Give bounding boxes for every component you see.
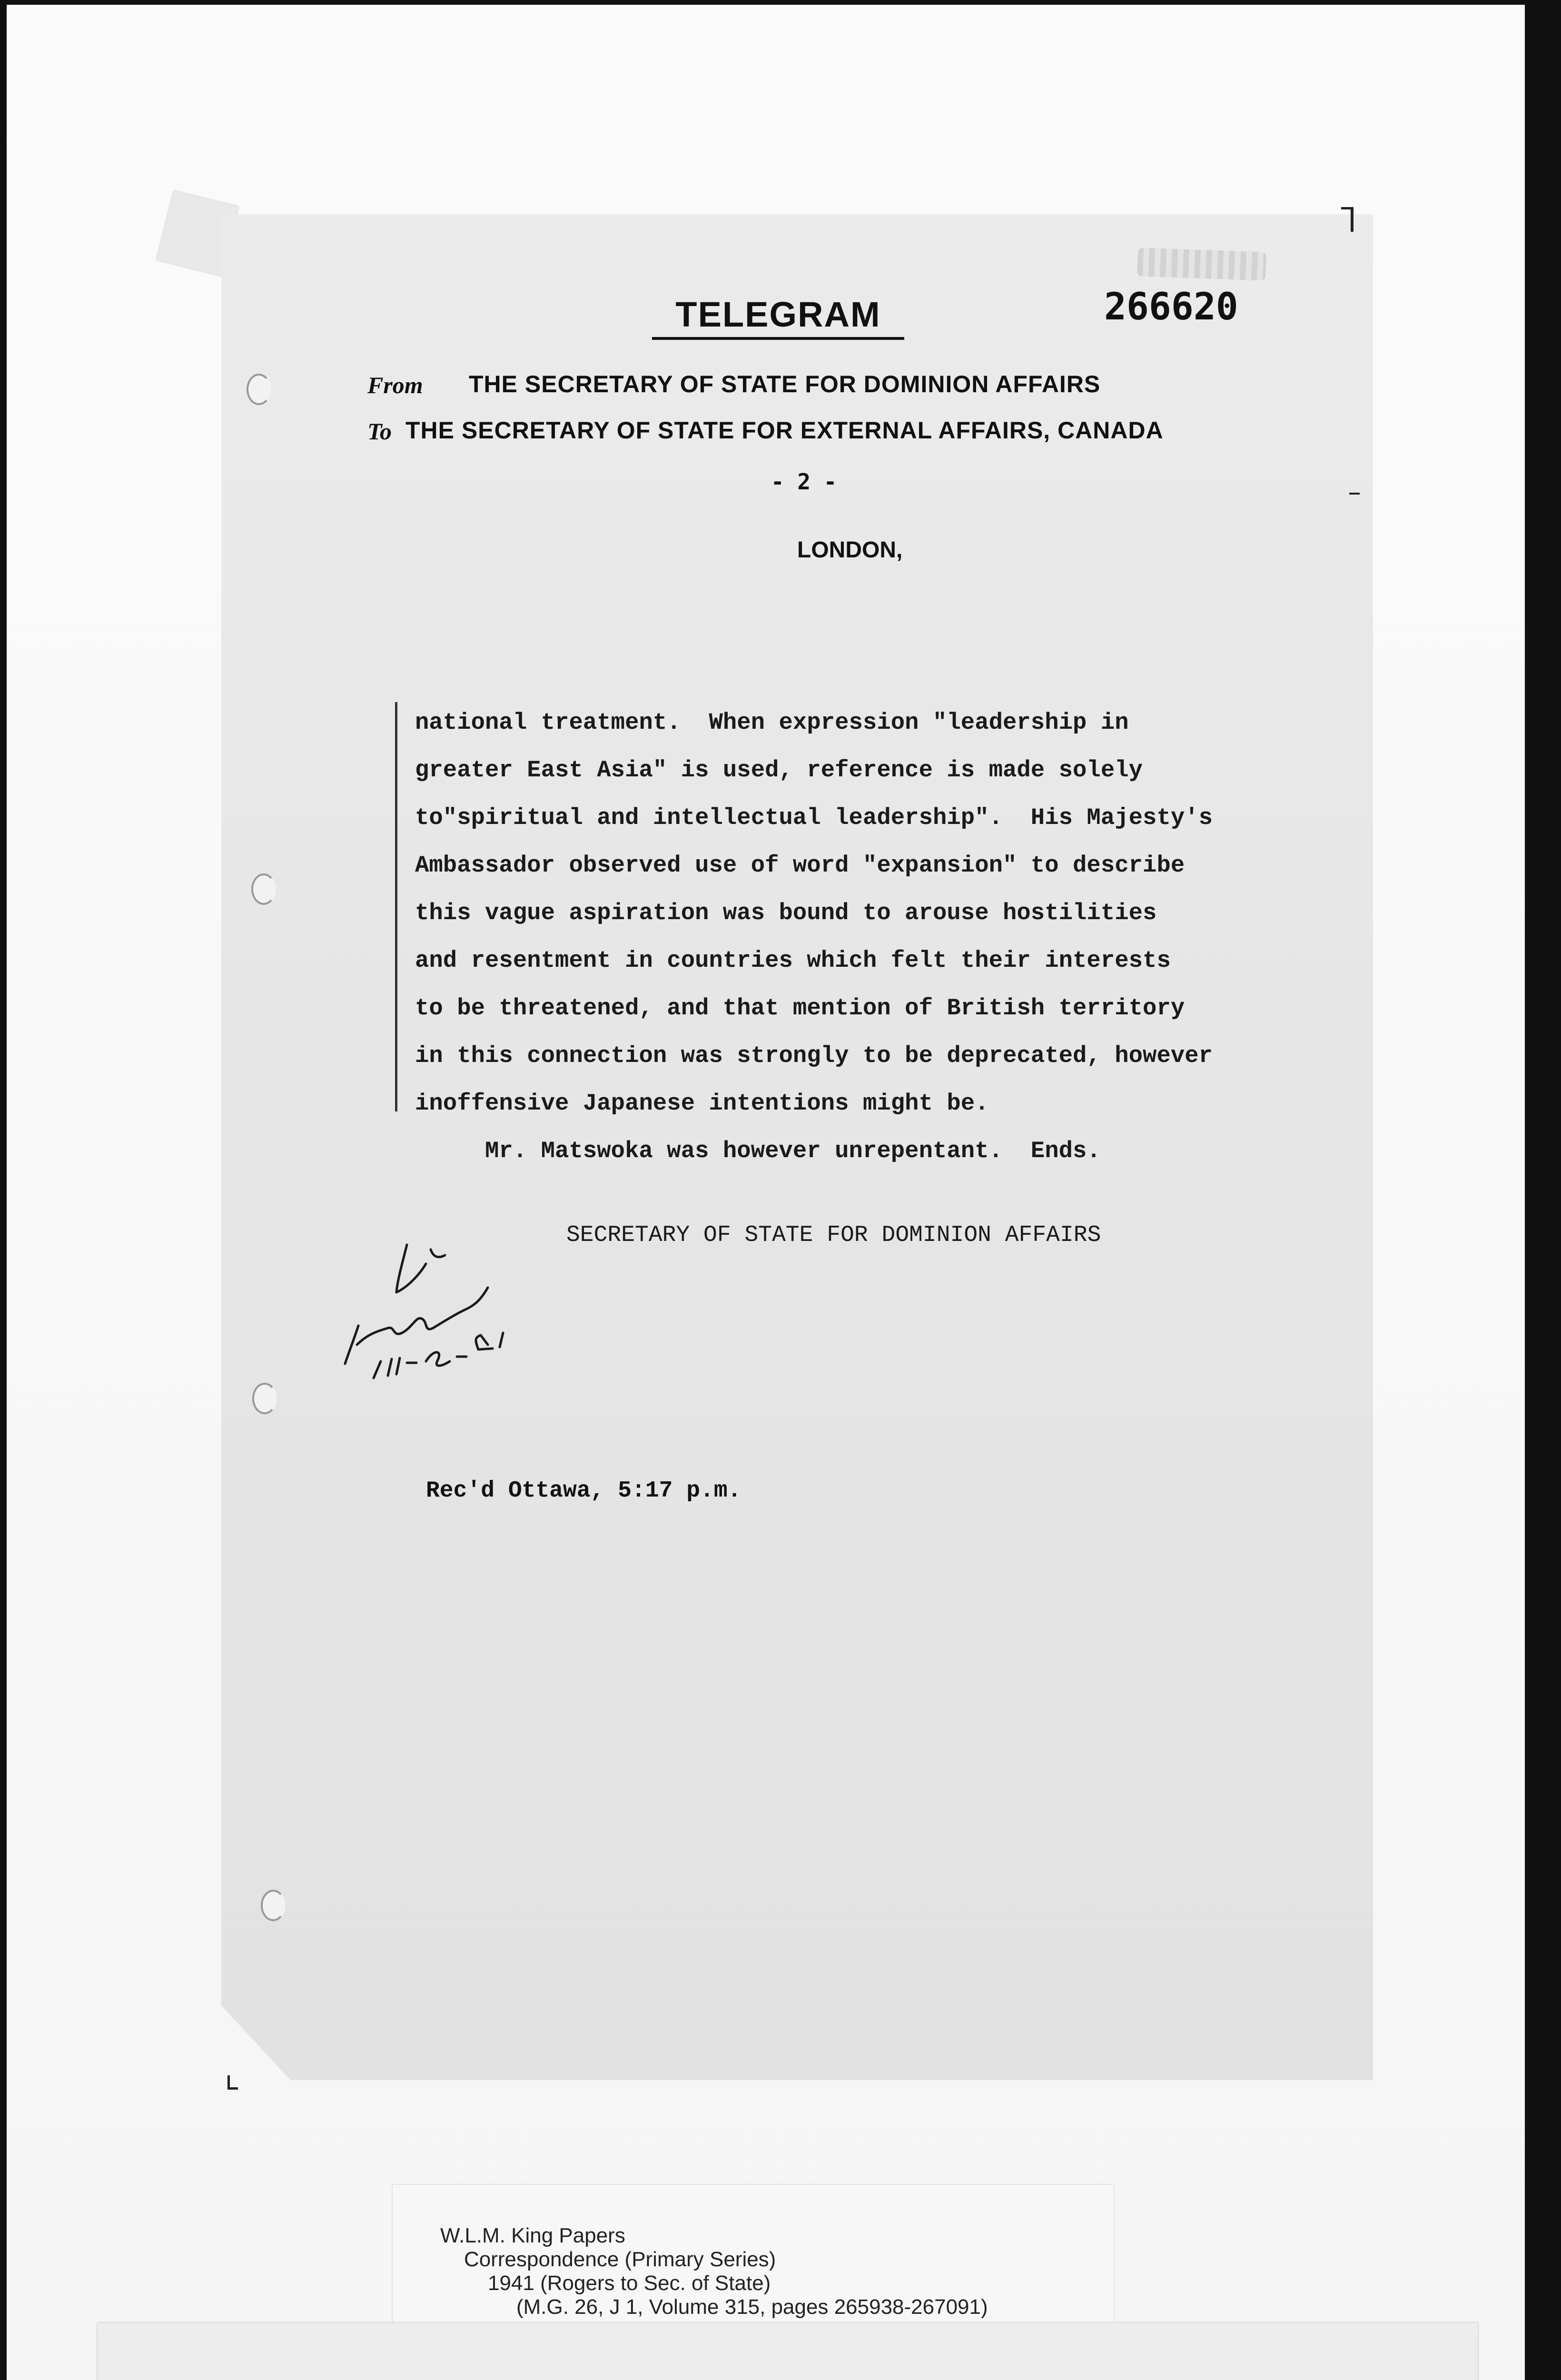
frame-top-border [0,0,1561,5]
reference-line: W.L.M. King Papers [440,2224,625,2247]
origin-city: LONDON, [797,537,903,563]
telegram-body [415,699,1213,1175]
signature-line: SECRETARY OF STATE FOR DOMINION AFFAIRS [566,1222,1101,1248]
body-line: to be threatened, and that mention of British territory [415,995,1185,1021]
edge-mark [1349,493,1360,495]
body-line: national treatment. When expression "leadership in [415,709,1129,736]
edge-mark [227,2087,238,2090]
telegram-title: TELEGRAM [675,295,881,334]
to-label: To [367,418,392,445]
edge-mark [1351,207,1354,232]
body-line: in this connection was strongly to be deprecated, however [415,1042,1213,1069]
frame-left-border [0,0,7,2380]
reference-line: Correspondence (Primary Series) [464,2248,776,2271]
document-number: 266620 [1104,286,1238,328]
body-line: Ambassador observed use of word "expansion" to describe [415,852,1185,879]
archive-reference-label [393,2185,1114,2328]
received-timestamp: Rec'd Ottawa, 5:17 p.m. [426,1478,741,1504]
punch-hole [252,1383,277,1414]
page-marker: - 2 - [771,469,837,495]
margin-rule [395,702,397,1111]
punch-hole [251,873,276,905]
from-label: From [367,372,423,398]
title-underline [652,337,904,340]
body-line: Mr. Matswoka was however unrepentant. Ends. [415,1138,1101,1164]
body-line: to"spiritual and intellectual leadership". His Majesty's [415,804,1213,831]
reference-line: 1941 (Rogers to Sec. of State) [488,2271,771,2295]
handwritten-annotation [336,1235,559,1407]
body-line: greater East Asia" is used, reference is made solely [415,757,1143,783]
tape-strip [1137,248,1266,280]
archives-stamp-card [98,2323,1478,2380]
reference-line: (M.G. 26, J 1, Volume 315, pages 265938-267091) [516,2295,988,2319]
body-line: inoffensive Japanese intentions might be. [415,1090,989,1117]
body-line: and resentment in countries which felt their interests [415,947,1171,974]
from-value: THE SECRETARY OF STATE FOR DOMINION AFFAIRS [469,371,1101,397]
punch-hole [247,374,271,405]
punch-hole [261,1890,286,1921]
edge-mark [1341,207,1354,209]
frame-right-border [1525,0,1561,2380]
body-line: this vague aspiration was bound to arouse hostilities [415,900,1157,926]
to-value: THE SECRETARY OF STATE FOR EXTERNAL AFFAIRS, CANADA [405,417,1164,444]
